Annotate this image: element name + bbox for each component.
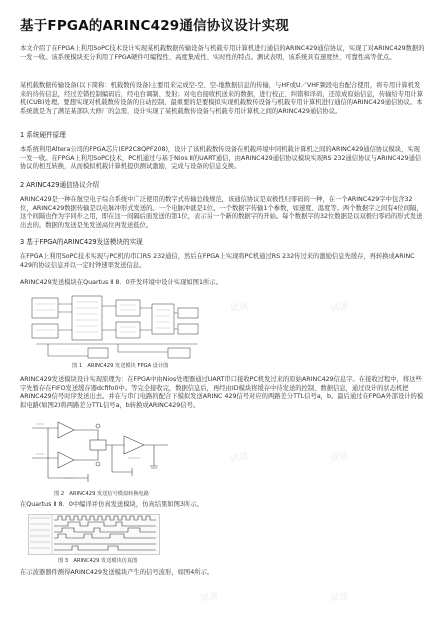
watermark-text: 试读 bbox=[329, 591, 349, 605]
design-principle-paragraph: ARINC429发送模块设计实现原理为：在FPGA中由Nios处理器通过UART串口接收PC机发过来的原始ARINC429信息字。在接收过程中，将这些字先暂存在FIFO发送缓存器dcfifo0中。等完全接收完，数据信息后，再经由ID模块将缓存中待发送的控制、数据信息，通过设计的状态机把ARINC429信号时序发送出去。并在与串门电路的配合下模拟发送ARINC 429信号对应的两路差分TTL信号a，b。最后通过在FPGA外部设计的模拟电路(如图2)将两路差分TTL信号a，b转换成ARINC429信号。 bbox=[20, 376, 424, 409]
figure-3-drawing bbox=[28, 514, 160, 556]
watermark-text: 试读 bbox=[229, 451, 249, 465]
figure-2-drawing bbox=[28, 418, 174, 490]
section-heading-2: 2 ARINC429通信协议介绍 bbox=[20, 181, 100, 189]
document-title: 基于FPGA的ARINC429通信协议设计实现 bbox=[20, 18, 289, 34]
background-paragraph: 某机载数据传输设备(以下简称：机载数传设备)主要用来完成空-空、空-地数据信息的传输，与HF或U／VHF频段电台配合使用，将专用计算机发来的待传信息，经过差错控制编码后，经电台调制、发射；对电台接收机送来的数据，进行校正、纠错和译码，还原成原始信息，传输给专用计算机(CUB)处理。要想实现对机载数传设备的自动控制，最重要的是要模拟实现机载数传设备与机载专用计算机进行通信的ARINC429通信协议。本系统就是为了满足某部队大修厂的急需，设计实现了某机载数传设备与机载专用计算机之间的ARINC429通信协议。 bbox=[20, 82, 423, 115]
watermark-text: 试读 bbox=[229, 301, 249, 315]
oscilloscope-paragraph: 在示波器器件测得ARINC429发送模块产生的信号波形，如图4所示。 bbox=[20, 569, 214, 576]
figure-1-caption: 图 1 ARINC429 发送模块 FPGA 设计图 bbox=[72, 363, 169, 369]
watermark-text: 试读 bbox=[329, 451, 349, 465]
figure-1-drawing bbox=[28, 292, 206, 368]
section-heading-1: 1 系统硬件原理 bbox=[20, 131, 66, 139]
figure-3-caption: 图 3 ARINC429 发送模块仿真图 bbox=[58, 558, 138, 564]
figure-2-caption: 图 2 ARINC429 发送信号模拟转换电路 bbox=[54, 491, 149, 497]
figure-1-schematic bbox=[28, 292, 206, 368]
watermark-text: 试读 bbox=[199, 591, 219, 605]
intro-paragraph: 本文介绍了在FPGA上利用SoPC技术设计实现某机载数据传输设备与机载专用计算机进行通信的ARINC429通信协议，实现了对ARINC429数据的一发一收。该系统模块充分利用了FPGA硬件可编程性、高度集成性、实时性的特点。测试表明，该系统具有速度快、可靠性高等优点。 bbox=[20, 45, 425, 61]
figure-2-circuit bbox=[28, 418, 174, 498]
sopc-paragraph: 在FPGA上利用SoPC技术实现与PC机的串口RS 232通信，然后在FPGA上实现将PC机通过RS 232传过来的激励信息先缓存，再转换成ARINC 429的协议信息并以一定时钟速率发送信息。 bbox=[20, 253, 415, 269]
protocol-paragraph: ARINC429是一种在航空电子综合系统中广泛使用的数字式传输总线规范，该通信协议是双极性归零码的一种，在一个ARINC429字中包含32位，ARINC429数据传输是以电脉冲形式发送的。一个电脉冲就是1位。一个数据字传输1个参数，如速度、温度等。两个数据字之间有4位间隔，这个间隔也作为字同步之用，即在这一间隔后面发送的第1位，表示另一个新的数据字的开始。每个数据字的32位数据是以双极归零码的形式发送出去的。数据的发送是先发送高位再发送低位。 bbox=[20, 196, 423, 229]
hardware-paragraph: 本系统利用Altera公司的FPGA芯片(EP2C8QPF208)，设计了该机载数传设备在机载环境中同机载计算机之间的ARINC429通信协议模块，实现一发一收。在FPGA上利用SoPC技术，PC机通过与基于Nios Ⅱ的UART通信，由ARINC429通信协议模块实现RS 232通信协议与ARINC429通信协议的相互转换，从而模拟机载计算机提供测试激励，完成与设备的信息交换。 bbox=[20, 146, 422, 171]
simulation-paragraph: 在Quartus Ⅱ 8．0中编译并仿真发送模块，仿真结果如图3所示。 bbox=[20, 501, 203, 508]
figure-3-waveform bbox=[28, 514, 160, 564]
quartus-paragraph: ARINC429发送模块在Quartus Ⅱ 8．0开发环境中设计实现如图1所示。 bbox=[20, 279, 222, 286]
watermark-text: 试读 bbox=[329, 301, 349, 315]
section-heading-3: 3 基于FPGA的ARINC429发送模块的实现 bbox=[20, 238, 143, 246]
